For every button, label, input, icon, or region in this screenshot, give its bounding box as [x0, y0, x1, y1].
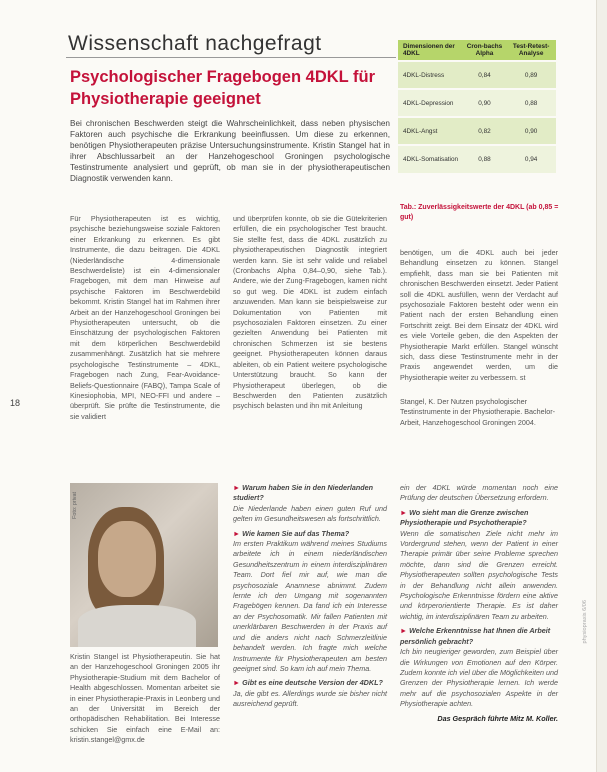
photo-credit: Foto: privat	[72, 492, 78, 519]
section-rule	[66, 57, 396, 58]
results-table	[398, 40, 556, 173]
arrow-icon: ►	[400, 626, 410, 636]
body-column-3: benötigen, um die 4DKL auch bei jeder Behandlung einsetzen zu können. Stangel empfiehlt, dass man sie bei Patienten mit chronischen Beschwerden einsetzt. Jeder Patient soll die 4DKL ausfüllen, wenn der Verdacht auf psychosoziale Faktoren besteht oder wenn ein Patient nach der ersten Behandlung einen Fortschritt zeigt. Bei dem Einsatz der 4DKL wird es viele Vorteile geben, die den Aspekten der Physiotherapie Markt erfüllen. Stangel wünscht sich, dass diese Testinstrumente mehr in der Praxis angewendet werden, um die Physiotherapie weiter zu verbessern. st	[400, 248, 558, 382]
interview-answer: Wenn die somatischen Ziele nicht mehr im Vordergrund stehen, wenn der Patient in einer Therapie primär über seine Probleme sprechen möchte, dann sind die Grenzen erreicht. Physiotherapeuten sollten psychologische Tests in der Behandlung nicht allein anwenden. Psychologische Erkenntnisse fördern eine aktive und körperorientierte Therapie. Es ist daher wichtig, im interdisziplinären Team zu arbeiten.	[400, 528, 558, 621]
table-caption: Tab.: Zuverlässigkeitswerte der 4DKL (ab 0,85 = gut)	[400, 204, 559, 221]
question-text: Gibt es eine deutsche Version der 4DKL?	[242, 678, 383, 688]
arrow-icon: ►	[233, 678, 243, 688]
interview-column-2	[233, 483, 387, 714]
interview-answer: ein der 4DKL würde momentan noch eine Prüfung der deutschen Übersetzung erfordern.	[400, 483, 558, 503]
lead-paragraph: Bei chronischen Beschwerden steigt die Wahrscheinlichkeit, dass neben physischen Faktoren auch psychische die Erkrankung beeinflussen. Um diese zu erkennen, benötigen Physiotherapeuten präzise Untersuchungsinstrumente. Kristin Stangel hat in ihrer Abschlussarbeit an der Hanzehogeschool Groningen psychologische Testinstrumente analysiert und geprüft, ob man sie in der physiotherapeutischen Diagnostik verwenden kann.	[70, 119, 390, 183]
interview-answer: Die Niederlande haben einen guten Ruf und gelten im Gesundheitswesen als fortschrittlich.	[233, 503, 387, 524]
table-cell: 4DKL-Somatisation	[398, 145, 463, 173]
table-row	[398, 89, 556, 117]
table-header-cell: Test-Retest-Analyse	[506, 40, 556, 61]
interview-question	[233, 483, 387, 504]
interview-answer: Ja, die gibt es. Allerdings wurde sie bisher nicht ausreichend geprüft.	[233, 688, 387, 709]
table-cell: 4DKL-Angst	[398, 117, 463, 145]
table-header-row	[398, 40, 556, 61]
table-cell: 0,89	[506, 61, 556, 89]
interview-question	[400, 626, 558, 647]
photo-face	[98, 521, 156, 597]
table-cell: 4DKL-Distress	[398, 61, 463, 89]
interview-question	[233, 529, 387, 539]
page-edge	[596, 0, 607, 772]
interview-column-3	[400, 483, 558, 723]
arrow-icon: ►	[400, 507, 410, 517]
question-text: Welche Erkenntnisse hat Ihnen die Arbeit persönlich gebracht?	[400, 626, 551, 646]
article-title: Psychologischer Fragebogen 4DKL für Physiotherapie geeignet	[70, 68, 376, 108]
table-row	[398, 145, 556, 173]
table-header-cell: Cron-bachs Alpha	[463, 40, 507, 61]
table-cell: 0,82	[463, 117, 507, 145]
side-text: physiopraxis 6/06	[582, 600, 588, 644]
table-cell: 4DKL-Depression	[398, 89, 463, 117]
table-cell: 0,90	[506, 117, 556, 145]
table-cell: 0,90	[463, 89, 507, 117]
interview-answer: Im ersten Praktikum während meines Studiums arbeitete ich in einem niederländischen Gesundheitszentrum in einem interdisziplinären Team. Dort fiel mir auf, wie man die psychosoziale Anamnese abnimmt. Zudem lernte ich den Umgang mit sogenannten Fragebögen kennen. Da fand ich ein Interesse an der Psychosomatik. Mir fallen Patienten mit unerklärbaren Beschwerden in der Praxis auf und die anders nicht nach Schmerzleitlinie behandelt werden. Ich fragte mich welche Instrumente für Physiotherapeuten am besten geeignet sind. So kam ich auf mein Thema.	[233, 539, 387, 673]
author-photo	[70, 483, 218, 647]
interview-question	[233, 678, 387, 688]
table-row	[398, 117, 556, 145]
arrow-icon: ►	[233, 528, 243, 538]
table-header-cell: Dimensionen der 4DKL	[398, 40, 463, 61]
body-column-1: Für Physiotherapeuten ist es wichtig, psychische beziehungsweise soziale Faktoren einer Erkrankung zu erkennen. Es gibt Instrumente, die dazu beitragen. Die 4DKL (Niederländische 4-dimensionale Beschwerdeliste) ist ein 4-dimensionaler Fragebogen, mit dem man Hinweise auf psychische Faktoren im Beschwerdebild bekommt. Kristin Stangel hat im Rahmen ihrer Arbeit an der Hanzehogeschool Groningen bei Physiotherapeuten untersucht, ob die Einschätzung der psychologischen Faktoren mit dem körperlichen Beschwerdebild zusammenhängt. Zusätzlich hat sie mehrere psychologische Testinstrumente – 4DKL, Fragebogen nach Zung, Fear-Avoidance-Beliefs-Questionnaire (FABQ), Tampa Scale of Kinesiophobia, MPI, NEO-FFI und andere – überprüft. Sie prüfte die Testinstrumente, die sie validiert	[70, 214, 220, 421]
table-row	[398, 61, 556, 89]
question-text: Warum haben Sie in den Niederlanden studiert?	[233, 483, 373, 503]
question-text: Wo sieht man die Grenze zwischen Physiotherapie und Psychotherapie?	[400, 507, 529, 528]
table-cell: 0,88	[506, 89, 556, 117]
section-label: Wissenschaft nachgefragt	[68, 32, 322, 55]
interview-question	[400, 508, 558, 529]
interview-signature: Das Gespräch führte Mitz M. Koller.	[437, 713, 558, 723]
table-cell: 0,94	[506, 145, 556, 173]
table-cell: 0,84	[463, 61, 507, 89]
body-column-2: und überprüfen konnte, ob sie die Gütekriterien erfüllen, die ein psychologischer Test braucht. Sie stellte fest, dass die 4DKL zusätzlich zu physiotherapeutischen Diagnostik integriert werden kann. Sie ist sehr valide und reliabel (Cronbachs Alpha 0,84–0,90, siehe Tab.). Andere, wie der Zung-Fragebogen, kamen nicht so gut weg. Die 4DKL ist zudem einfach anzuwenden. Man kann sie beispielsweise zur Dokumentation von Patienten mit psychosozialen Faktoren einsetzen. Zu einer gezielten Anwendung bei Patienten mit chronischen Schmerzen ist sie bestens geeignet. Physiotherapeuten können daraus ableiten, ob ein Patient weitere psychologische Unterstützung braucht. So kann der Physiotherapeut überlegen, ob die Beschwerden den Patienten zusätzlich psychisch belasten und ihn mit Anleitung	[233, 214, 387, 411]
photo-shirt	[78, 605, 196, 647]
page-number: 18	[10, 398, 21, 408]
reference: Stangel, K. Der Nutzen psychologischer Testinstrumente in der Physiotherapie. Bachelor-Arbeit, Hanzehogeschool Groningen 2004.	[400, 397, 556, 427]
table-cell: 0,88	[463, 145, 507, 173]
arrow-icon: ►	[233, 483, 243, 492]
interview-answer: Ich bin neugieriger geworden, zum Beispiel über die Wirkungen von Emotionen auf den Körper. Zudem konnte ich viel über die Möglichkeiten und Grenzen der Physiotherapie lernen. Ich werde mehr auf die psychosozialen Aspekte in der Physiotherapie achten.	[400, 647, 558, 709]
question-text: Wie kamen Sie auf das Thema?	[242, 528, 350, 538]
photo-caption: Kristin Stangel ist Physiotherapeutin. Sie hat an der Hanzehogeschool Groningen 2005 ihr Physiotherapie-Studium mit dem Bachelor of Health abgeschlossen. Momentan arbeitet sie in einer Physiotherapie-Praxis in Leonberg und an der Universität im Bereich der orthopädischen Rehabilitation. Bei Interesse schicken Sie einfach eine E-Mail an: kristin.stangel@gmx.de	[70, 652, 220, 745]
